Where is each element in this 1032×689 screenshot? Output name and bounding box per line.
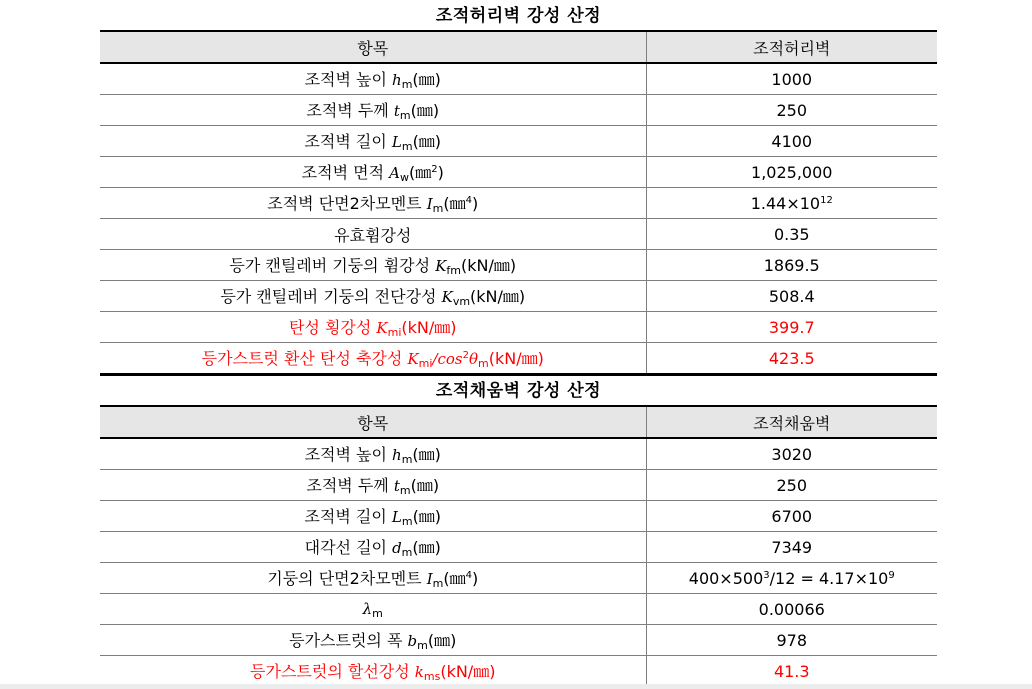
- item-unit: (㎜): [412, 445, 441, 464]
- value-text: 250: [776, 475, 808, 495]
- item-symbol: I: [426, 570, 433, 588]
- item-symbol-subscript: m: [401, 546, 413, 559]
- table-header-row: [100, 31, 937, 63]
- item-label: 등가스트럿 환산 탄성 축강성: [201, 349, 408, 368]
- item-symbol-subscript: vm: [452, 295, 471, 308]
- item-symbol: K: [376, 319, 388, 337]
- item-label: 조적벽 단면2차모멘트: [267, 194, 427, 213]
- item-label: 조적벽 두께: [306, 101, 394, 120]
- item-symbol: I: [426, 195, 433, 213]
- value-cell: [646, 63, 937, 95]
- item-symbol-subscript: m: [401, 140, 413, 153]
- item-unit: (㎜): [412, 538, 441, 557]
- value-text: 1000: [771, 69, 813, 89]
- item-unit: (㎜): [412, 132, 442, 151]
- item-symbol: A: [389, 164, 400, 182]
- item-unit: (㎜: [443, 569, 466, 588]
- item-symbol: L: [391, 133, 402, 151]
- item-unit: (㎜): [412, 70, 441, 89]
- value-text: 978: [776, 630, 808, 650]
- item-symbol-subscript: m: [401, 515, 413, 528]
- value-cell: [646, 188, 937, 219]
- value-cell: [646, 126, 937, 157]
- item-cell: [100, 63, 646, 95]
- item-cell: [100, 250, 646, 281]
- item-symbol-part: θ: [469, 350, 479, 368]
- item-symbol-subscript: m: [401, 453, 413, 466]
- page-bottom-strip: [0, 684, 1032, 689]
- item-symbol-subscript: m: [432, 202, 444, 215]
- wall-section-title: 조적허리벽 강성 산정: [435, 6, 602, 26]
- value-cell: [646, 594, 937, 625]
- infill-stiffness-table: [100, 405, 937, 689]
- item-symbol: K: [435, 257, 447, 275]
- item-symbol-subscript: m: [401, 78, 413, 91]
- table-row: [100, 594, 937, 625]
- item-symbol-subscript: w: [399, 171, 409, 184]
- value-text: 6700: [771, 506, 813, 526]
- value-cell: [646, 625, 937, 656]
- table-row: [100, 625, 937, 656]
- item-unit-superscript: 2: [431, 164, 438, 175]
- value-superscript: 3: [763, 569, 770, 581]
- item-cell: [100, 625, 646, 656]
- item-symbol: k: [414, 663, 424, 681]
- value-cell: [646, 563, 937, 594]
- item-unit: (㎜: [443, 194, 466, 213]
- table-row: [100, 126, 937, 157]
- table-row: [100, 188, 937, 219]
- value-cell: [646, 343, 937, 375]
- item-symbol: K: [407, 350, 419, 368]
- item-symbol-superscript: 2: [462, 350, 469, 361]
- item-cell: [100, 219, 646, 250]
- value-text: 0.00066: [758, 599, 825, 619]
- table-row: [100, 501, 937, 532]
- item-symbol: d: [392, 539, 402, 557]
- item-label: 유효휨강성: [334, 225, 412, 245]
- infill-table-body: [100, 438, 937, 688]
- item-cell: [100, 312, 646, 343]
- item-symbol-subscript: fm: [446, 264, 461, 277]
- item-symbol-subscript: mi: [418, 357, 433, 370]
- table-row: [100, 438, 937, 470]
- value-text: 0.35: [773, 224, 810, 244]
- item-label: 등가 캔틸레버 기둥의 휨강성: [229, 256, 436, 275]
- value-text: 508.4: [768, 286, 815, 306]
- infill-stiffness-section: [100, 377, 937, 689]
- value-text: 399.7: [768, 317, 815, 337]
- item-label: 조적벽 높이: [304, 445, 393, 464]
- value-text: 41.3: [773, 661, 810, 681]
- item-label: 대각선 길이: [304, 538, 393, 557]
- item-unit: (kN/㎜): [470, 287, 526, 306]
- wall-table-body: [100, 63, 937, 375]
- item-cell: [100, 188, 646, 219]
- value-text: 250: [776, 100, 808, 120]
- item-symbol: t: [393, 102, 400, 120]
- item-label: 기둥의 단면2차모멘트: [267, 569, 427, 588]
- item-symbol-subscript: m: [372, 606, 383, 620]
- value-cell: [646, 219, 937, 250]
- item-symbol-subscript: mi: [387, 326, 402, 339]
- value-cell: [646, 312, 937, 343]
- item-unit-close: ): [472, 569, 479, 588]
- value-text: 7349: [771, 537, 813, 557]
- header-item: 항목: [100, 406, 646, 438]
- value-cell: [646, 501, 937, 532]
- item-unit: (㎜): [410, 476, 440, 495]
- table-row: [100, 343, 937, 375]
- item-unit-superscript: 4: [465, 570, 472, 581]
- value-text: 1,025,000: [751, 162, 833, 182]
- item-symbol: h: [392, 446, 402, 464]
- item-cell: [100, 126, 646, 157]
- value-cell: [646, 95, 937, 126]
- item-symbol-subscript: m: [478, 357, 489, 370]
- header-value: 조적채움벽: [646, 406, 937, 438]
- item-label: 조적벽 길이: [304, 132, 392, 151]
- table-header-row: [100, 406, 937, 438]
- item-symbol: L: [391, 508, 402, 526]
- value-text: 423.5: [768, 348, 815, 368]
- value-text: 4100: [771, 131, 813, 151]
- item-label: 탄성 횡강성: [288, 318, 377, 337]
- table-row: [100, 470, 937, 501]
- item-symbol: K: [441, 288, 453, 306]
- item-label: 등가스트럿의 폭: [289, 631, 408, 650]
- table-row: [100, 63, 937, 95]
- wall-stiffness-section: [100, 2, 937, 376]
- item-symbol: t: [393, 477, 400, 495]
- value-cell: [646, 470, 937, 501]
- item-cell: [100, 656, 646, 688]
- infill-section-title: 조적채움벽 강성 산정: [435, 381, 602, 401]
- item-unit: (㎜: [408, 163, 432, 182]
- item-label: 조적벽 높이: [304, 70, 393, 89]
- header-item: 항목: [100, 31, 646, 63]
- item-label: 등가 캔틸레버 기둥의 전단강성: [220, 287, 442, 306]
- value-cell: [646, 438, 937, 470]
- item-symbol-subscript: m: [417, 639, 428, 652]
- value-cell: [646, 532, 937, 563]
- item-label: 조적벽 두께: [306, 476, 394, 495]
- item-symbol-subscript: m: [399, 484, 411, 497]
- value-superscript: 9: [888, 569, 895, 581]
- value-text: 1.44×10: [750, 193, 821, 213]
- item-unit: (kN/㎜): [440, 662, 496, 681]
- table-row: [100, 250, 937, 281]
- value-cell: [646, 281, 937, 312]
- table-row: [100, 532, 937, 563]
- wall-stiffness-table: [100, 30, 937, 376]
- item-label: 조적벽 길이: [304, 507, 392, 526]
- table-row: [100, 95, 937, 126]
- value-text: 1869.5: [763, 255, 820, 275]
- item-cell: [100, 563, 646, 594]
- item-unit: (㎜): [412, 507, 442, 526]
- item-cell: [100, 157, 646, 188]
- item-unit: (㎜): [427, 631, 457, 650]
- value-cell: [646, 157, 937, 188]
- item-cell: [100, 438, 646, 470]
- item-unit: (㎜): [410, 101, 440, 120]
- value-text: /12 = 4.17×10: [769, 568, 889, 588]
- item-symbol-subscript: m: [399, 109, 411, 122]
- item-unit-close: ): [472, 194, 479, 213]
- item-label: 등가스트럿의 할선강성: [250, 662, 415, 681]
- table-row: [100, 563, 937, 594]
- value-text: 400×500: [688, 568, 764, 588]
- item-cell: [100, 281, 646, 312]
- item-cell: [100, 343, 646, 375]
- value-cell: [646, 250, 937, 281]
- table-row: [100, 281, 937, 312]
- table-row: [100, 312, 937, 343]
- item-symbol-subscript: ms: [423, 670, 441, 683]
- item-unit: (kN/㎜): [461, 256, 517, 275]
- item-symbol: λ: [362, 599, 373, 618]
- item-unit-close: ): [437, 163, 444, 182]
- item-cell: [100, 95, 646, 126]
- item-cell: [100, 501, 646, 532]
- item-unit-superscript: 4: [465, 195, 472, 206]
- item-unit: (kN/㎜): [488, 349, 544, 368]
- value-text: 3020: [771, 444, 813, 464]
- item-cell: [100, 532, 646, 563]
- value-superscript: 12: [820, 194, 833, 206]
- table-row: [100, 219, 937, 250]
- item-cell: [100, 470, 646, 501]
- item-symbol-part: /cos: [432, 350, 463, 368]
- item-symbol-subscript: m: [432, 577, 444, 590]
- value-cell: [646, 656, 937, 688]
- item-symbol: b: [407, 632, 418, 650]
- header-value: 조적허리벽: [646, 31, 937, 63]
- item-symbol: h: [392, 71, 402, 89]
- table-row: [100, 656, 937, 688]
- item-cell: [100, 594, 646, 625]
- table-row: [100, 157, 937, 188]
- item-unit: (kN/㎜): [401, 318, 457, 337]
- item-label: 조적벽 면적: [301, 163, 390, 182]
